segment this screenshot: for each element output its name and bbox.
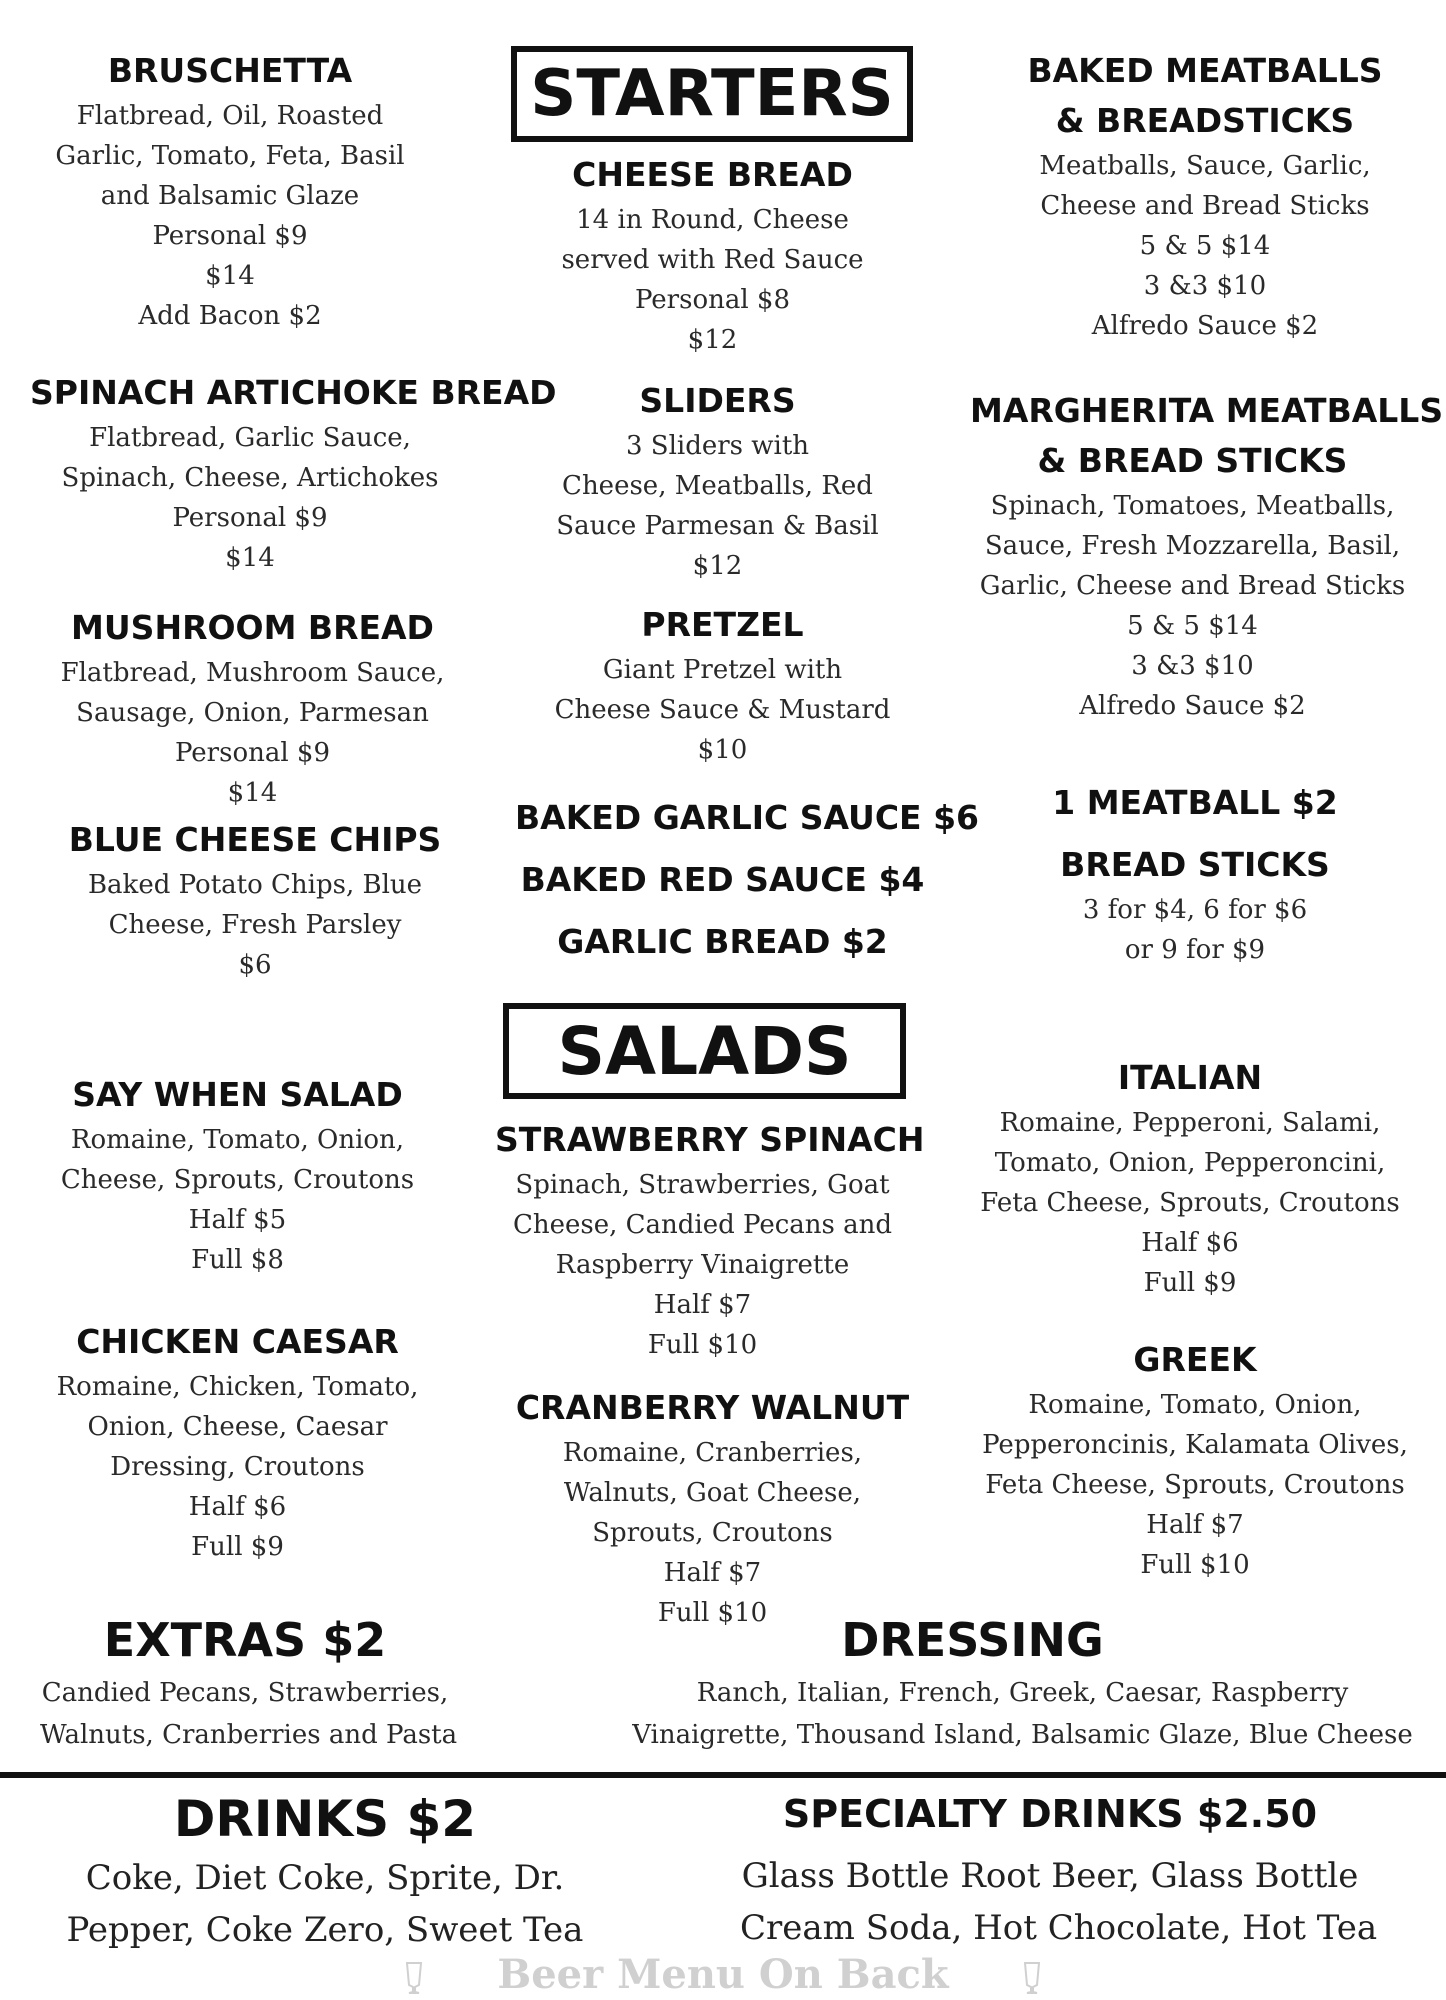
item-price: $12 bbox=[687, 325, 738, 355]
side-items-list bbox=[515, 787, 979, 973]
item-name: STRAWBERRY SPINACH bbox=[495, 1120, 925, 1159]
menu-item-sliders bbox=[515, 376, 920, 586]
item-line: Onion, Cheese, Caesar bbox=[87, 1412, 388, 1442]
menu-item-italian-salad bbox=[975, 1053, 1405, 1303]
menu-item-cranberry-walnut bbox=[510, 1383, 915, 1633]
item-price: Full $10 bbox=[647, 1330, 758, 1360]
menu-item-pretzel bbox=[520, 600, 925, 770]
specialty-drinks-line: Glass Bottle Root Beer, Glass Bottle bbox=[741, 1856, 1359, 1896]
item-line: Spinach, Tomatoes, Meatballs, bbox=[990, 491, 1395, 521]
item-line: Sausage, Onion, Parmesan bbox=[76, 698, 429, 728]
item-price: Personal $8 bbox=[634, 285, 791, 315]
item-line: Dressing, Croutons bbox=[110, 1452, 365, 1482]
salads-heading-text: SALADS bbox=[557, 1012, 852, 1090]
starters-heading bbox=[511, 46, 913, 142]
item-line: Sauce Parmesan & Basil bbox=[556, 511, 879, 541]
item-name: MUSHROOM BREAD bbox=[71, 608, 434, 647]
item-line: Sauce, Fresh Mozzarella, Basil, bbox=[984, 531, 1401, 561]
menu-item-chicken-caesar bbox=[30, 1317, 445, 1567]
item-name: SPINACH ARTICHOKE BREAD bbox=[30, 373, 557, 412]
item-line: Garlic, Cheese and Bread Sticks bbox=[979, 571, 1406, 601]
item-price: Half $7 bbox=[663, 1558, 762, 1588]
item-price: or 9 for $9 bbox=[1124, 935, 1266, 965]
item-addon: Alfredo Sauce $2 bbox=[1091, 311, 1319, 341]
item-line: Tomato, Onion, Pepperoncini, bbox=[994, 1148, 1386, 1178]
item-price: Personal $9 bbox=[152, 221, 308, 251]
item-line: Walnuts, Goat Cheese, bbox=[563, 1478, 862, 1508]
item-name: GREEK bbox=[1133, 1340, 1257, 1379]
menu-item-spinach-artichoke-bread bbox=[30, 368, 557, 578]
item-price: Half $6 bbox=[1141, 1228, 1239, 1258]
item-price: 3 &3 $10 bbox=[1131, 651, 1254, 681]
item-name: BAKED MEATBALLS bbox=[1027, 51, 1383, 90]
item-line: and Balsamic Glaze bbox=[100, 181, 360, 211]
item-price: Full $9 bbox=[1143, 1268, 1237, 1298]
item-name: SAY WHEN SALAD bbox=[72, 1075, 403, 1114]
menu-item-bruschetta bbox=[30, 46, 430, 336]
item-name: BREAD STICKS bbox=[1060, 845, 1330, 884]
item-name: CHICKEN CAESAR bbox=[76, 1322, 399, 1361]
menu-item-baked-garlic-sauce: BAKED GARLIC SAUCE $6 bbox=[515, 798, 979, 837]
starters-heading-text: STARTERS bbox=[530, 57, 894, 131]
menu-item-mushroom-bread bbox=[50, 603, 455, 813]
specialty-drinks-heading: SPECIALTY DRINKS $2.50 bbox=[782, 1792, 1318, 1836]
item-name: ITALIAN bbox=[1117, 1058, 1263, 1097]
item-price: $12 bbox=[692, 551, 743, 581]
extras-heading: EXTRAS $2 bbox=[103, 1613, 387, 1667]
beer-glass-icon bbox=[1023, 1961, 1041, 1995]
item-name: CRANBERRY WALNUT bbox=[515, 1388, 910, 1427]
menu-item-say-when-salad bbox=[30, 1070, 445, 1280]
item-line: 3 Sliders with bbox=[625, 431, 810, 461]
specialty-drinks-section bbox=[740, 1786, 1378, 1954]
item-name: BRUSCHETTA bbox=[107, 51, 353, 90]
item-price: Half $6 bbox=[188, 1492, 287, 1522]
specialty-drinks-line: Cream Soda, Hot Chocolate, Hot Tea bbox=[740, 1908, 1378, 1948]
item-name: & BREADSTICKS bbox=[1055, 101, 1355, 140]
dressing-line: Ranch, Italian, French, Greek, Caesar, Raspberry bbox=[696, 1678, 1349, 1708]
dressing-line: Vinaigrette, Thousand Island, Balsamic Glaze, Blue Cheese bbox=[632, 1720, 1413, 1750]
item-line: Romaine, Tomato, Onion, bbox=[1028, 1390, 1362, 1420]
item-name: PRETZEL bbox=[641, 605, 804, 644]
item-price: Half $5 bbox=[188, 1205, 287, 1235]
item-price: Full $10 bbox=[657, 1598, 768, 1628]
item-price: Half $7 bbox=[653, 1290, 752, 1320]
item-line: Flatbread, Oil, Roasted bbox=[76, 101, 384, 131]
menu-item-baked-meatballs bbox=[1005, 46, 1405, 346]
item-line: Cheese and Bread Sticks bbox=[1040, 191, 1370, 221]
item-line: Sprouts, Croutons bbox=[592, 1518, 833, 1548]
menu-item-one-meatball bbox=[1005, 778, 1385, 828]
item-line: Romaine, Tomato, Onion, bbox=[70, 1125, 405, 1155]
item-line: Garlic, Tomato, Feta, Basil bbox=[55, 141, 405, 171]
item-price: $14 bbox=[225, 543, 275, 573]
item-price: 3 &3 $10 bbox=[1143, 271, 1267, 301]
item-price: Full $8 bbox=[191, 1245, 284, 1275]
item-name: MARGHERITA MEATBALLS bbox=[970, 391, 1444, 430]
item-name: SLIDERS bbox=[639, 381, 796, 420]
item-price: Personal $9 bbox=[174, 738, 331, 768]
item-line: Pepperoncinis, Kalamata Olives, bbox=[982, 1430, 1408, 1460]
menu-item-garlic-bread: GARLIC BREAD $2 bbox=[557, 922, 888, 961]
item-name: 1 MEATBALL $2 bbox=[1052, 783, 1338, 822]
drinks-line: Coke, Diet Coke, Sprite, Dr. bbox=[85, 1858, 565, 1898]
drinks-section bbox=[60, 1786, 590, 1956]
menu-item-greek-salad bbox=[980, 1335, 1410, 1585]
menu-item-blue-cheese-chips bbox=[50, 815, 460, 985]
menu-item-cheese-bread bbox=[510, 150, 915, 360]
item-line: Romaine, Cranberries, bbox=[562, 1438, 863, 1468]
menu-item-bread-sticks bbox=[1005, 840, 1385, 970]
item-line: Baked Potato Chips, Blue bbox=[87, 870, 423, 900]
item-name: & BREAD STICKS bbox=[1037, 441, 1348, 480]
item-addon: Alfredo Sauce $2 bbox=[1079, 691, 1306, 721]
item-name: CHEESE BREAD bbox=[572, 155, 853, 194]
item-line: Giant Pretzel with bbox=[602, 655, 843, 685]
footer-text: Beer Menu On Back bbox=[497, 1951, 949, 1998]
item-price: 3 for $4, 6 for $6 bbox=[1082, 895, 1308, 925]
item-price: 5 & 5 $14 bbox=[1139, 231, 1271, 261]
dressing-section bbox=[630, 1608, 1415, 1756]
footer-note bbox=[0, 1952, 1446, 1998]
item-price: $6 bbox=[238, 950, 272, 980]
item-line: Spinach, Cheese, Artichokes bbox=[61, 463, 439, 493]
item-line: Raspberry Vinaigrette bbox=[555, 1250, 850, 1280]
item-price: Half $7 bbox=[1146, 1510, 1244, 1540]
item-line: Feta Cheese, Sprouts, Croutons bbox=[980, 1188, 1400, 1218]
item-name: BLUE CHEESE CHIPS bbox=[68, 820, 442, 859]
item-price: 5 & 5 $14 bbox=[1127, 611, 1258, 641]
item-line: Cheese, Sprouts, Croutons bbox=[60, 1165, 415, 1195]
section-divider bbox=[0, 1772, 1446, 1778]
item-line: Flatbread, Garlic Sauce, bbox=[89, 423, 411, 453]
item-line: 14 in Round, Cheese bbox=[576, 205, 849, 235]
item-line: Spinach, Strawberries, Goat bbox=[515, 1170, 890, 1200]
item-line: Flatbread, Mushroom Sauce, bbox=[60, 658, 445, 688]
item-line: Meatballs, Sauce, Garlic, bbox=[1039, 151, 1371, 181]
item-price: Full $9 bbox=[191, 1532, 284, 1562]
item-price: Full $10 bbox=[1140, 1550, 1250, 1580]
salads-heading bbox=[503, 1003, 906, 1099]
item-line: Cheese, Fresh Parsley bbox=[108, 910, 402, 940]
item-line: Cheese, Candied Pecans and bbox=[512, 1210, 893, 1240]
item-price: Personal $9 bbox=[172, 503, 328, 533]
extras-line: Candied Pecans, Strawberries, bbox=[41, 1678, 449, 1708]
item-price: $10 bbox=[697, 735, 748, 765]
item-line: Cheese, Meatballs, Red bbox=[562, 471, 873, 501]
item-line: served with Red Sauce bbox=[561, 245, 864, 275]
drinks-heading: DRINKS $2 bbox=[173, 1790, 477, 1848]
item-line: Romaine, Chicken, Tomato, bbox=[56, 1372, 419, 1402]
beer-glass-icon bbox=[405, 1961, 423, 1995]
menu-item-strawberry-spinach bbox=[495, 1115, 925, 1365]
item-price: $14 bbox=[205, 261, 255, 291]
extras-section bbox=[40, 1608, 458, 1756]
drinks-line: Pepper, Coke Zero, Sweet Tea bbox=[66, 1910, 584, 1950]
extras-line: Walnuts, Cranberries and Pasta bbox=[40, 1720, 458, 1750]
item-price: $14 bbox=[227, 778, 278, 808]
item-line: Feta Cheese, Sprouts, Croutons bbox=[985, 1470, 1405, 1500]
item-addon: Add Bacon $2 bbox=[138, 301, 322, 331]
item-line: Cheese Sauce & Mustard bbox=[554, 695, 891, 725]
item-line: Romaine, Pepperoni, Salami, bbox=[999, 1108, 1381, 1138]
menu-item-margherita-meatballs bbox=[970, 386, 1444, 726]
dressing-heading: DRESSING bbox=[841, 1613, 1104, 1667]
menu-item-baked-red-sauce: BAKED RED SAUCE $4 bbox=[520, 860, 925, 899]
